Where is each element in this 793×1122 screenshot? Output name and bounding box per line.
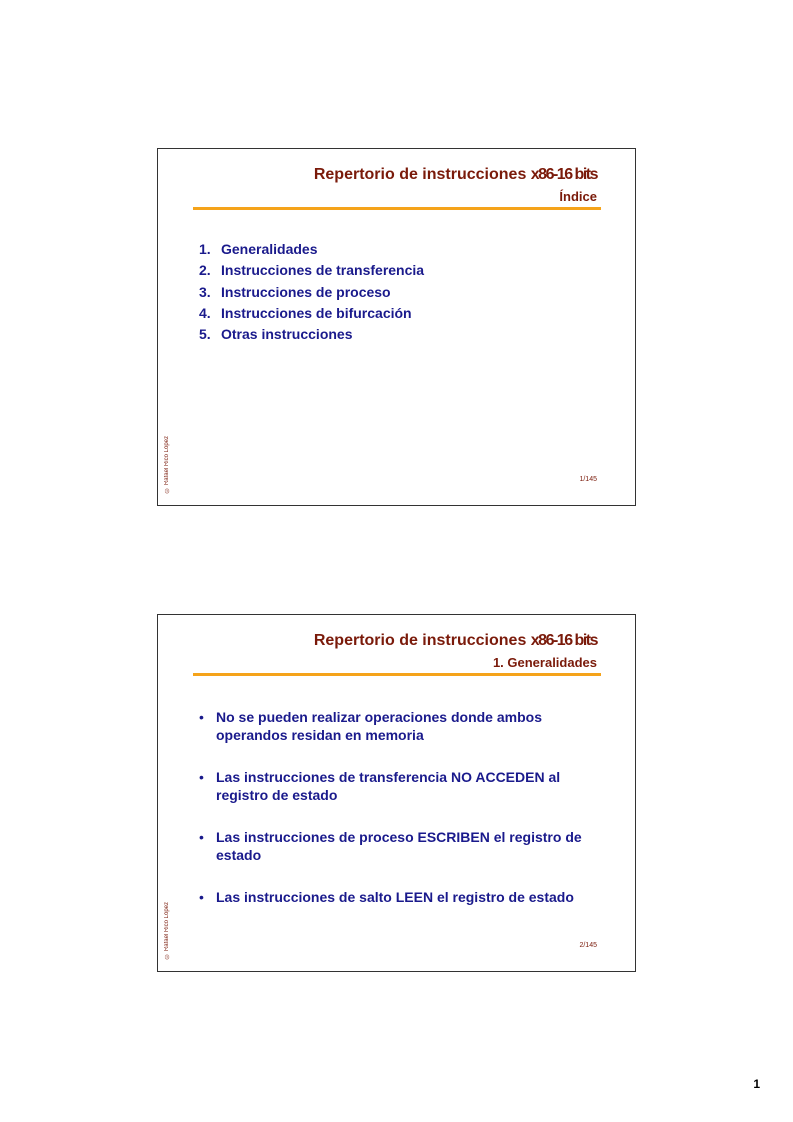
slide-title-arch: x86-16 bits xyxy=(530,166,597,183)
slide-1 xyxy=(157,148,636,506)
index-item-proceso xyxy=(199,282,424,303)
slide-title xyxy=(314,632,597,650)
index-item-number: 2. xyxy=(199,262,211,279)
slide-2 xyxy=(157,614,636,972)
bullet-list xyxy=(199,708,599,930)
bullet-dot: • xyxy=(199,889,204,905)
index-item-number: 3. xyxy=(199,283,211,300)
bullet-item xyxy=(199,828,599,864)
title-rule xyxy=(193,207,601,210)
bullet-dot: • xyxy=(199,709,204,725)
index-item-label: Instrucciones de bifurcación xyxy=(221,304,412,321)
bullet-text: No se pueden realizar operaciones donde ambos operandos residan en memoria xyxy=(216,709,542,743)
bullet-item xyxy=(199,768,599,804)
index-item-label: Generalidades xyxy=(221,241,318,257)
index-item-transferencia xyxy=(199,260,424,281)
index-item-number: 4. xyxy=(199,304,211,321)
slide-subtitle: Índice xyxy=(559,189,597,204)
title-rule xyxy=(193,673,601,676)
bullet-dot: • xyxy=(199,829,204,845)
index-item-number: 1. xyxy=(199,241,211,257)
slide-title-main: Repertorio de instrucciones xyxy=(313,632,531,649)
bullet-text: Las instrucciones de proceso ESCRIBEN el registro de estado xyxy=(216,829,582,863)
index-item-otras xyxy=(199,324,424,345)
copyright-notice: © Rafael Rico López xyxy=(164,436,170,493)
slide-title-arch: x86-16 bits xyxy=(530,632,597,649)
bullet-dot: • xyxy=(199,769,204,785)
slide-page-number: 1/145 xyxy=(579,476,597,483)
index-item-label: Otras instrucciones xyxy=(221,326,353,343)
document-page-number: 1 xyxy=(753,1077,760,1091)
index-item-number: 5. xyxy=(199,326,211,343)
bullet-text: Las instrucciones de salto LEEN el registro de estado xyxy=(216,889,574,905)
slide-page-number: 2/145 xyxy=(579,942,597,949)
copyright-notice: © Rafael Rico López xyxy=(164,902,170,959)
index-item-label: Instrucciones de proceso xyxy=(221,283,391,300)
bullet-item xyxy=(199,708,599,744)
index-item-label: Instrucciones de transferencia xyxy=(221,262,425,279)
slide-title xyxy=(314,166,597,184)
bullet-text: Las instrucciones de transferencia NO ACCEDEN al registro de estado xyxy=(216,769,561,803)
slide-title-main: Repertorio de instrucciones xyxy=(313,166,531,183)
index-item-generalidades xyxy=(199,239,424,260)
index-item-bifurcacion xyxy=(199,303,424,324)
index-list xyxy=(199,239,424,345)
bullet-item xyxy=(199,888,599,906)
slide-subtitle: 1. Generalidades xyxy=(492,655,597,670)
